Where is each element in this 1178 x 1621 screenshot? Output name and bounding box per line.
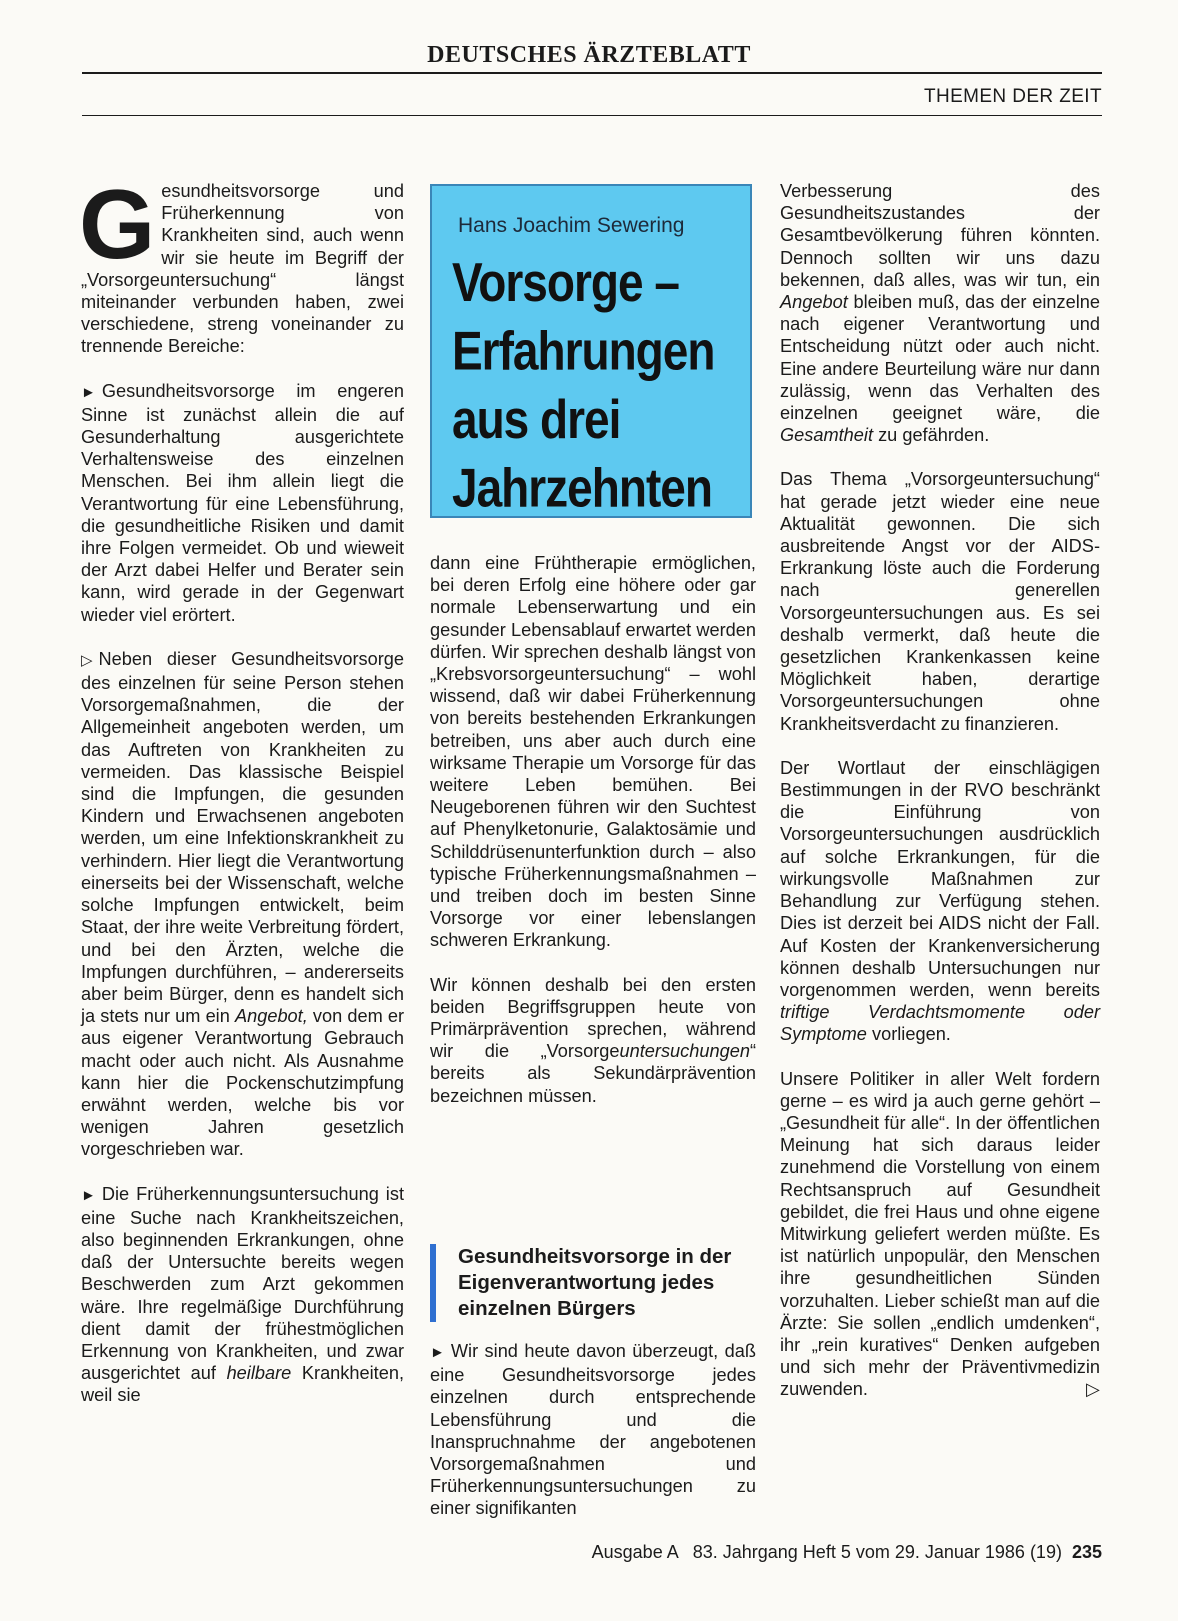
paragraph: dann eine Frühtherapie ermöglichen, bei deren Erfolg eine höhere oder gar normale Lebenserwartung und ein gesunder Lebensablauf erwartet werden dürfen. Wir sprechen deshalb längst von „Krebsvorsorgeuntersuchung“ – wohl wissend, daß wir dabei Früherkennung von bereits bestehenden Erkrankungen betreiben, uns aber auch durch eine wirksame Therapie um Vorsorge für das weitere Leben bemühen. Bei Neugeborenen führen wir den Suchtest auf Phenylketonurie, Galaktosämie und Schilddrüsenunterfunktion durch – also typische Früherkennungsmaßnahmen – und treiben doch im besten Sinne Vorsorge vor einer lebenslangen schweren Erkrankung.: [430, 553, 756, 951]
author-name: Hans Joachim Sewering: [458, 214, 685, 237]
article-title: [452, 248, 742, 522]
title-line: Erfahrungen: [452, 319, 715, 382]
title-box: [430, 184, 752, 518]
paragraph: Der Wortlaut der einschlägigen Bestimmungen in der RVO beschränkt die Einführung von Vorsorgeuntersuchungen ausdrücklich auf solche Erkrankungen, für die wirkungsvolle Maßnahmen zur Behandlung zur Verfügung stehen. Dies ist derzeit bei AIDS nicht der Fall. Auf Kosten der Krankenversicherung können deshalb Untersuchungen nur vorgenommen werden, wenn bereits triftige Verdachtsmomente oder Symptome vorliegen.: [780, 757, 1100, 1045]
bullet-filled-icon: ►: [81, 1186, 96, 1204]
paragraph: Wir können deshalb bei den ersten beiden Begriffsgruppen heute von Primärprävention sprechen, während wir die „Vorsorgeuntersuchungen“ bereits als Sekundärprävention bezeichnen müssen.: [430, 974, 756, 1106]
end-mark-icon: ▷: [1086, 1379, 1100, 1400]
emphasis: heilbare: [226, 1363, 292, 1384]
title-line: Vorsorge –: [452, 251, 679, 313]
emphasis: triftige Verdachtsmomente oder Symptome: [780, 1002, 1100, 1045]
paragraph: Das Thema „Vorsorgeuntersuchung“ hat gerade jetzt wieder eine neue Aktualität gewonnen. Die sich ausbreitende Angst vor der AIDS-Erkrankung löste auch die Forderung nach generellen Vorsorgeuntersuchungen aus. Es sei deshalb vermerkt, daß heute die gesetzlichen Krankenkassen keine Möglichkeit haben, derartige Vorsorgeuntersuchungen ohne Krankheitsverdacht zu finanzieren.: [780, 469, 1100, 734]
paragraph: ► Die Früherkennungsuntersuchung ist eine Suche nach Krankheitszeichen, also beginnenden Erkrankungen, ohne daß der Untersuchte bereits wegen Beschwerden zum Arzt gekommen wäre. Ihre regelmäßige Durchführung dient damit der frühestmöglichen Erkennung von Krankheiten, und zwar ausgerichtet auf heilbare Krankheiten, weil sie: [81, 1183, 404, 1406]
title-line: aus drei: [452, 388, 621, 450]
section-rule: [82, 115, 1102, 116]
emphasis: Angebot: [780, 292, 848, 313]
emphasis: Angebot,: [234, 1006, 308, 1027]
bullet-filled-icon: ►: [430, 1344, 445, 1361]
paragraph: ▷ Neben dieser Gesundheitsvorsorge des einzelnen für seine Person stehen Vorsorgemaßnahmen, die der Allgemeinheit angeboten werden, um das Auftreten von Krankheiten zu vermeiden. Das klassische Beispiel sind die Impfungen, die gesunden Kindern und Erwachsenen angeboten werden, um eine Infektionskrankheit zu verhindern. Hier liegt die Verantwortung einerseits bei der Wissenschaft, welche solche Impfungen entwickelt, beim Staat, der ihre weite Verbreitung fördert, und bei den Ärzten, welche die Impfungen durchführen, – andererseits aber beim Bürger, denn es handelt sich ja stets nur um ein Angebot, von dem er aus eigener Verantwortung Gebrauch macht oder auch nicht. Als Ausnahme kann hier die Pockenschutzimpfung erwähnt werden, welche bis vor wenigen Jahren gesetzlich vorgeschrieben war.: [81, 648, 405, 1160]
paragraph: ► Wir sind heute davon überzeugt, daß eine Gesundheitsvorsorge jedes einzelnen durch entsprechende Lebensführung und die Inanspruchnahme der angebotenen Vorsorgemaßnahmen und Früherkennungsuntersuchungen zu einer signifikanten: [430, 1341, 756, 1519]
section-label: THEMEN DER ZEIT: [923, 86, 1102, 107]
bullet-open-icon: ▷: [81, 651, 93, 669]
emphasis: Gesamtheit: [780, 425, 873, 446]
issue-info: Ausgabe A 83. Jahrgang Heft 5 vom 29. Januar 1986 (19): [591, 1542, 1062, 1562]
article-column-1: [79, 169, 405, 1429]
page-number: 235: [1071, 1542, 1102, 1562]
bullet-filled-icon: ►: [81, 383, 96, 401]
emphasis: untersuchungen: [619, 1041, 750, 1062]
paragraph: Verbesserung des Gesundheitszustandes der Gesamtbevölkerung führen könnten. Dennoch sollten wir uns dazu bekennen, daß alles, was wir tun, ein Angebot bleiben muß, das der einzelne nach eigener Verantwortung und Entscheidung nützt oder auch nicht. Eine andere Beurteilung wäre nur dann zulässig, wenn das Verhalten des einzelnen geeignet wäre, die Gesamtheit zu gefährden.: [780, 181, 1100, 446]
paragraph: ► Gesundheitsvorsorge im engeren Sinne ist zunächst allein die auf Gesunderhaltung ausgerichtete Verhaltensweise des einzelnen Menschen. Bei ihm allein liegt die Verantwortung für eine Lebensführung, die gesundheitliche Risiken und damit ihre Folgen vermeidet. Ob und wieweit der Arzt dabei Helfer und Berater sein kann, wird gerade in der Gegenwart wieder viel erörtert.: [81, 380, 404, 625]
article-column-2-lower: [430, 1340, 756, 1542]
article-column-2: [430, 552, 756, 1129]
publication-masthead: DEUTSCHES ÄRZTEBLATT: [427, 42, 751, 68]
title-line: Jahrzehnten: [452, 456, 712, 519]
paragraph: Gesundheitsvorsorge und Früherkennung von Krankheiten sind, auch wenn wir sie heute im Begriff der „Vorsorgeuntersuchung“ längst miteinander verbunden haben, zwei verschiedene, streng voneinander zu trennende Bereiche:: [79, 169, 404, 357]
masthead-rule: [82, 72, 1102, 74]
drop-cap: G: [79, 169, 156, 279]
subheading: Gesundheitsvorsorge in der Eigenverantwortung jedes einzelnen Bürgers: [430, 1244, 760, 1322]
article-column-3: [780, 180, 1100, 1423]
page-footer: [592, 1542, 1102, 1563]
paragraph: Unsere Politiker in aller Welt fordern gerne – es wird ja auch gerne gehört – „Gesundheit für alle“. In der öffentlichen Meinung hat sich daraus leider zunehmend die Vorstellung von einem Rechtsanspruch auf Gesundheit gebildet, die frei Haus und ohne eigene Mitwirkung geliefert werden müßte. Es ist natürlich unpopulär, den Menschen ihre gesundheitlichen Sünden vorzuhalten. Lieber schießt man auf die Ärzte: Sie sollen „endlich umdenken“, ihr „rein kuratives“ Denken aufgeben und sich mehr der Präventivmedizin zuwenden. ▷: [780, 1068, 1100, 1400]
